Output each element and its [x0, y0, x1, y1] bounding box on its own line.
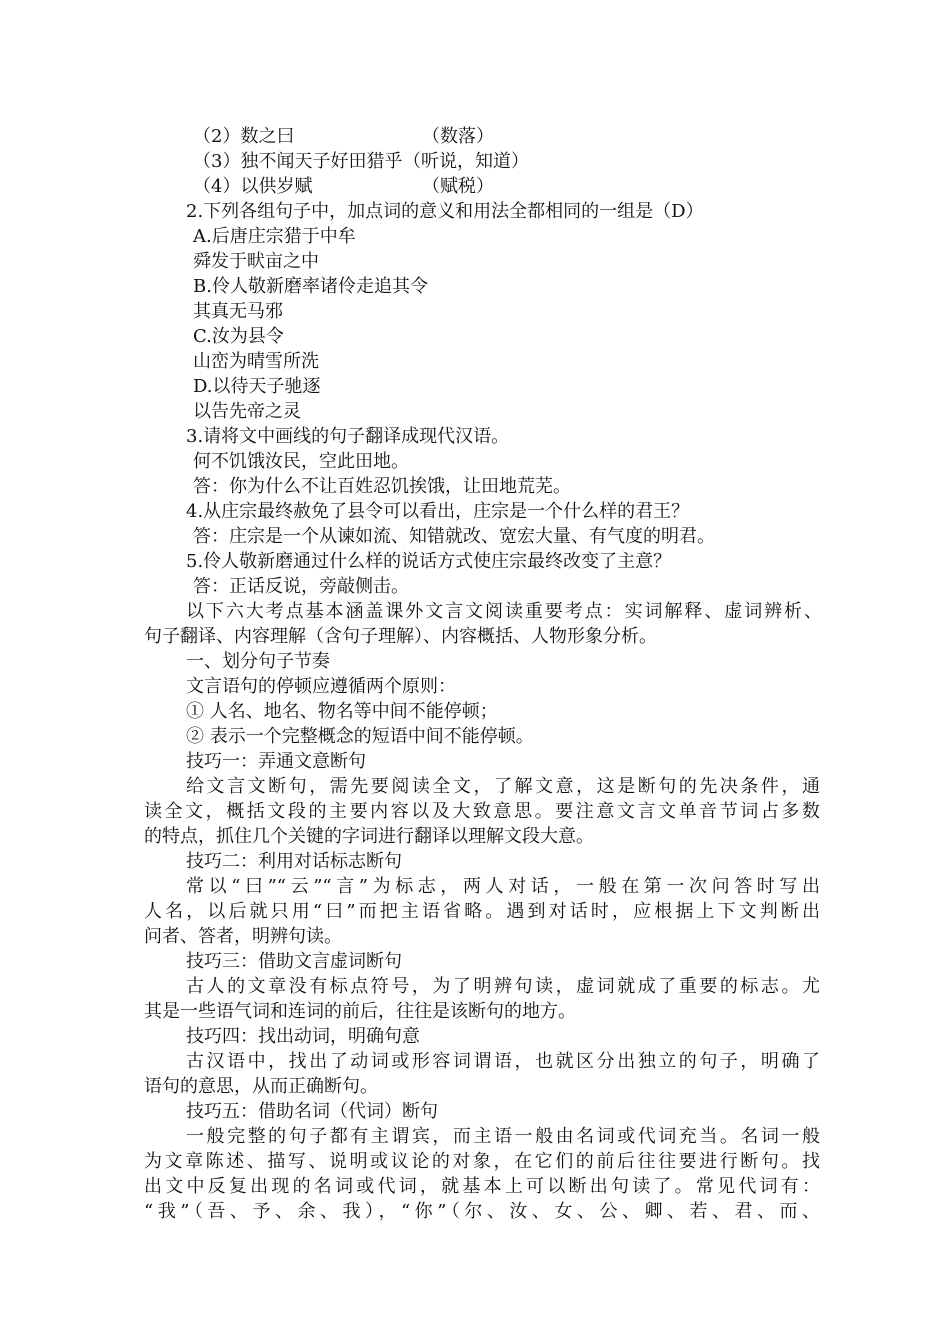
question-3-sentence: 何不饥饿汝民，空此田地。 [193, 451, 409, 472]
tip-line: 古人的文章没有标点符号，为了明辨句读，虚词就成了重要的标志。尤 [186, 976, 820, 997]
vocab-text: （3）独不闻天子好田猎乎 [193, 151, 403, 172]
vocab-text: （2）数之曰 [193, 126, 295, 147]
vocab-item [193, 149, 793, 174]
tip-line: 问者、答者，明辨句读。 [144, 926, 342, 947]
tip-line: 的特点，抓住几个关键的字词进行翻译以理解文段大意。 [144, 826, 594, 847]
section-title: 一、划分句子节奏 [186, 651, 330, 672]
vocab-text: （4）以供岁赋 [193, 176, 313, 197]
question-2-option: 山峦为晴雪所洗 [193, 351, 319, 372]
vocab-item [193, 174, 793, 199]
tip-line: 给文言文断句，需先要阅读全文，了解文意，这是断句的先决条件，通 [186, 776, 820, 797]
question-5-answer: 答：正话反说，旁敲侧击。 [193, 576, 409, 597]
principle-item: ② 表示一个完整概念的短语中间不能停顿。 [186, 726, 534, 747]
principle-item: ① 人名、地名、物名等中间不能停顿； [186, 701, 498, 722]
vocab-gloss: （听说，知道） [403, 151, 529, 172]
tip-title: 技巧四：找出动词，明确句意 [186, 1026, 420, 1047]
question-2-option: A.后唐庄宗猎于中牟 [193, 226, 356, 247]
tip-line: 常以“曰”“云”“言”为标志，两人对话，一般在第一次问答时写出 [186, 876, 820, 897]
vocab-gloss: （赋税） [422, 176, 494, 197]
tip-title: 技巧二：利用对话标志断句 [186, 851, 402, 872]
question-3-answer: 答：你为什么不让百姓忍饥挨饿，让田地荒芜。 [193, 476, 571, 497]
question-2-option: C.汝为县令 [193, 326, 284, 347]
question-2-option: B.伶人敬新磨率诸伶走追其令 [193, 276, 428, 297]
intro-line: 句子翻译、内容理解（含句子理解）、内容概括、人物形象分析。 [144, 626, 657, 647]
tip-title: 技巧三：借助文言虚词断句 [186, 951, 402, 972]
question-3-stem: 3.请将文中画线的句子翻译成现代汉语。 [186, 426, 510, 447]
tip-title: 技巧一：弄通文意断句 [186, 751, 366, 772]
tip-line: 其是一些语气词和连词的前后，往往是该断句的地方。 [144, 1001, 576, 1022]
tip-title: 技巧五：借助名词（代词）断句 [186, 1101, 438, 1122]
tip-line: 为文章陈述、描写、说明或议论的对象，在它们的前后往往要进行断句。找 [144, 1151, 820, 1172]
tip-line: 一般完整的句子都有主谓宾，而主语一般由名词或代词充当。名词一般 [186, 1126, 820, 1147]
vocab-item [193, 124, 793, 149]
question-2-option: 其真无马邪 [193, 301, 283, 322]
tip-line: 读全文，概括文段的主要内容以及大致意思。要注意文言文单音节词占多数 [144, 801, 820, 822]
tip-line: 语句的意思，从而正确断句。 [144, 1076, 378, 1097]
section-rule: 文言语句的停顿应遵循两个原则： [186, 676, 456, 697]
question-2-option: 舜发于畎亩之中 [193, 251, 319, 272]
tip-line: 人名，以后就只用“曰”而把主语省略。遇到对话时，应根据上下文判断出 [144, 901, 820, 922]
question-2-option: D.以待天子驰逐 [193, 376, 321, 397]
intro-line: 以下六大考点基本涵盖课外文言文阅读重要考点：实词解释、虚词辨析、 [186, 601, 822, 622]
question-2-stem: 2.下列各组句子中，加点词的意义和用法全都相同的一组是（D） [186, 201, 704, 222]
question-4-stem: 4.从庄宗最终赦免了县令可以看出，庄宗是一个什么样的君王？ [186, 501, 690, 522]
tip-line: “我”（吾、予、余、我），“你”（尔、汝、女、公、卿、若、君、而、 [144, 1201, 820, 1222]
question-4-answer: 答：庄宗是一个从谏如流、知错就改、宽宏大量、有气度的明君。 [193, 526, 715, 547]
question-5-stem: 5.伶人敬新磨通过什么样的说话方式使庄宗最终改变了主意？ [186, 551, 672, 572]
question-2-option: 以告先帝之灵 [193, 401, 301, 422]
tip-line: 出文中反复出现的名词或代词，就基本上可以断出句读了。常见代词有： [144, 1176, 820, 1197]
tip-line: 古汉语中，找出了动词或形容词谓语，也就区分出独立的句子，明确了 [186, 1051, 820, 1072]
vocab-gloss: （数落） [422, 126, 494, 147]
